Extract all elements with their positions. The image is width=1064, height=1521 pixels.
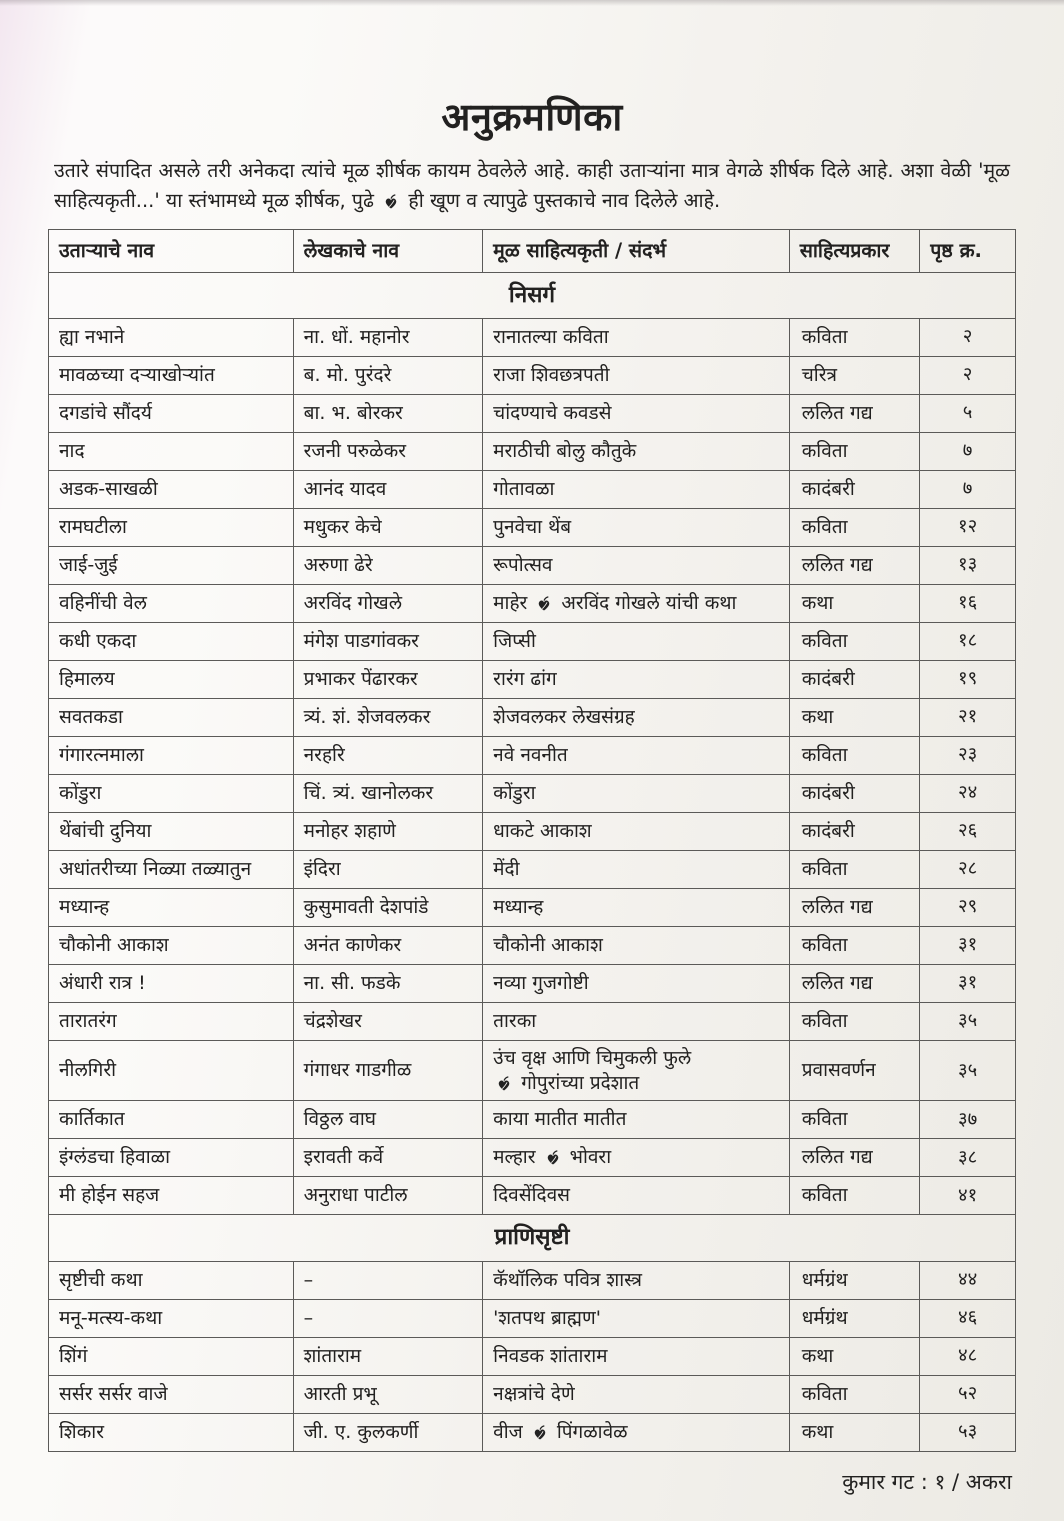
source-cell: कोंडुरा (483, 774, 790, 812)
source-cell: शेजवलकर लेखसंग्रह (483, 698, 790, 736)
excerpt-name-cell: सर्सर सर्सर वाजे (49, 1375, 294, 1413)
source-cell: दिवसेंदिवस (483, 1177, 790, 1215)
table-row (49, 356, 1016, 394)
author-name-cell: ना. सी. फडके (293, 964, 483, 1002)
section-title: निसर्ग (49, 272, 1016, 318)
source-cell: नवे नवनीत (483, 736, 790, 774)
source-cell: चांदण्याचे कवडसे (483, 394, 790, 432)
author-name-cell: त्र्यं. शं. शेजवलकर (293, 698, 483, 736)
page-number-cell: २६ (920, 812, 1016, 850)
section-row (49, 272, 1016, 318)
author-name-cell: इरावती कर्वे (293, 1139, 483, 1177)
author-name-cell: रजनी परुळेकर (293, 432, 483, 470)
table-row (49, 774, 1016, 812)
source-cell: कॅथॉलिक पवित्र शास्त्र (483, 1261, 790, 1299)
table-row (49, 888, 1016, 926)
genre-cell: कविता (789, 1177, 920, 1215)
author-name-cell: मधुकर केचे (293, 508, 483, 546)
page-number-cell: २ (920, 318, 1016, 356)
genre-cell: ललित गद्य (789, 546, 920, 584)
source-cell: पुनवेचा थेंब (483, 508, 790, 546)
table-header-row (49, 230, 1016, 272)
table-row (49, 1299, 1016, 1337)
page-number-cell: ४८ (920, 1337, 1016, 1375)
page-number-cell: ३७ (920, 1101, 1016, 1139)
excerpt-name-cell: रामघटीला (49, 508, 294, 546)
page-number-cell: ४१ (920, 1177, 1016, 1215)
page-number-cell: २३ (920, 736, 1016, 774)
genre-cell: कथा (789, 1337, 920, 1375)
table-row (49, 1413, 1016, 1451)
source-cell: मध्यान्ह (483, 888, 790, 926)
genre-cell: ललित गद्य (789, 964, 920, 1002)
excerpt-name-cell: मावळच्या दऱ्याखोऱ्यांत (49, 356, 294, 394)
page-number-cell: १८ (920, 622, 1016, 660)
page-number-cell: १९ (920, 660, 1016, 698)
source-cell: मराठीची बोलु कौतुके (483, 432, 790, 470)
excerpt-name-cell: इंग्लंडचा हिवाळा (49, 1139, 294, 1177)
genre-cell: कविता (789, 850, 920, 888)
page-number-cell: ३१ (920, 926, 1016, 964)
page-number-cell: २८ (920, 850, 1016, 888)
excerpt-name-cell: सवतकडा (49, 698, 294, 736)
page-number-cell: ३८ (920, 1139, 1016, 1177)
table-row (49, 698, 1016, 736)
table-row (49, 508, 1016, 546)
excerpt-name-cell: मी होईन सहज (49, 1177, 294, 1215)
author-name-cell: मंगेश पाडगांवकर (293, 622, 483, 660)
genre-cell: कविता (789, 736, 920, 774)
table-row (49, 1337, 1016, 1375)
genre-cell: कादंबरी (789, 774, 920, 812)
column-header-genre: साहित्यप्रकार (789, 230, 920, 272)
author-name-cell: – (293, 1261, 483, 1299)
page-number-cell: ५ (920, 394, 1016, 432)
column-header-page: पृष्ठ क्र. (920, 230, 1016, 272)
author-name-cell: अनंत काणेकर (293, 926, 483, 964)
page-number-cell: २ (920, 356, 1016, 394)
excerpt-name-cell: दगडांचे सौंदर्य (49, 394, 294, 432)
excerpt-name-cell: कधी एकदा (49, 622, 294, 660)
page-number-cell: ५३ (920, 1413, 1016, 1451)
source-cell: काया मातीत मातीत (483, 1101, 790, 1139)
source-cell: गोतावळा (483, 470, 790, 508)
genre-cell: कविता (789, 432, 920, 470)
column-header-excerpt: उताऱ्याचे नाव (49, 230, 294, 272)
toc-table-body (49, 272, 1016, 1451)
floral-heart-icon (383, 194, 399, 210)
page-number-cell: २४ (920, 774, 1016, 812)
excerpt-name-cell: तारातरंग (49, 1002, 294, 1040)
table-row (49, 964, 1016, 1002)
author-name-cell: नरहरि (293, 736, 483, 774)
genre-cell: ललित गद्य (789, 394, 920, 432)
author-name-cell: ब. मो. पुरंदरे (293, 356, 483, 394)
source-cell: उंच वृक्ष आणि चिमुकली फुले गोपुरांच्या प्रदेशात (483, 1040, 790, 1100)
source-cell: 'शतपथ ब्राह्मण' (483, 1299, 790, 1337)
genre-cell: कविता (789, 926, 920, 964)
page-number-cell: ५२ (920, 1375, 1016, 1413)
page-number-cell: ३५ (920, 1040, 1016, 1100)
table-row (49, 1375, 1016, 1413)
excerpt-name-cell: अधांतरीच्या निळ्या तळ्यातुन (49, 850, 294, 888)
author-name-cell: प्रभाकर पेंढारकर (293, 660, 483, 698)
excerpt-name-cell: नाद (49, 432, 294, 470)
genre-cell: ललित गद्य (789, 1139, 920, 1177)
page-number-cell: ३१ (920, 964, 1016, 1002)
table-row (49, 850, 1016, 888)
author-name-cell: आरती प्रभू (293, 1375, 483, 1413)
author-name-cell: अरविंद गोखले (293, 584, 483, 622)
table-row (49, 736, 1016, 774)
author-name-cell: अनुराधा पाटील (293, 1177, 483, 1215)
excerpt-name-cell: मनू-मत्स्य-कथा (49, 1299, 294, 1337)
page-number-cell: २९ (920, 888, 1016, 926)
page-title: अनुक्रमणिका (441, 95, 623, 139)
source-cell: माहेर अरविंद गोखले यांची कथा (483, 584, 790, 622)
table-row (49, 1002, 1016, 1040)
excerpt-name-cell: नीलगिरी (49, 1040, 294, 1100)
table-row (49, 470, 1016, 508)
source-cell: नक्षत्रांचे देणे (483, 1375, 790, 1413)
genre-cell: कविता (789, 318, 920, 356)
floral-heart-icon (532, 1425, 548, 1441)
excerpt-name-cell: शिकार (49, 1413, 294, 1451)
author-name-cell: आनंद यादव (293, 470, 483, 508)
source-cell: रारंग ढांग (483, 660, 790, 698)
excerpt-name-cell: कोंडुरा (49, 774, 294, 812)
table-row (49, 584, 1016, 622)
author-name-cell: – (293, 1299, 483, 1337)
author-name-cell: चिं. त्र्यं. खानोलकर (293, 774, 483, 812)
excerpt-name-cell: अंधारी रात्र ! (49, 964, 294, 1002)
intro-paragraph: उतारे संपादित असले तरी अनेकदा त्यांचे मूळ शीर्षक कायम ठेवलेले आहे. काही उताऱ्यांना मात्र वेगळे शीर्षक दिले आहे. अशा वेळी 'मूळ साहित्यकृती...' या स्तंभामध्ये मूळ शीर्षक, पुढे ही खूण व त्यापुढे पुस्तकाचे नाव दिलेले आहे. (54, 158, 1010, 213)
source-cell: जिप्सी (483, 622, 790, 660)
table-row (49, 812, 1016, 850)
genre-cell: कविता (789, 1101, 920, 1139)
source-cell: रूपोत्सव (483, 546, 790, 584)
floral-heart-icon (545, 1150, 561, 1166)
excerpt-name-cell: सृष्टीची कथा (49, 1261, 294, 1299)
page-number-cell: १२ (920, 508, 1016, 546)
genre-cell: चरित्र (789, 356, 920, 394)
author-name-cell: गंगाधर गाडगीळ (293, 1040, 483, 1100)
toc-table (48, 229, 1016, 1451)
source-cell: रानातल्या कविता (483, 318, 790, 356)
excerpt-name-cell: गंगारत्नमाला (49, 736, 294, 774)
source-cell: वीज पिंगळावेळ (483, 1413, 790, 1451)
floral-heart-icon (496, 1076, 512, 1092)
genre-cell: कथा (789, 584, 920, 622)
excerpt-name-cell: वहिनींची वेल (49, 584, 294, 622)
genre-cell: कादंबरी (789, 660, 920, 698)
excerpt-name-cell: मध्यान्ह (49, 888, 294, 926)
table-row (49, 660, 1016, 698)
table-row (49, 394, 1016, 432)
section-row (49, 1215, 1016, 1261)
column-header-source: मूळ साहित्यकृती / संदर्भ (483, 230, 790, 272)
source-cell: मल्हार भोवरा (483, 1139, 790, 1177)
excerpt-name-cell: हिमालय (49, 660, 294, 698)
table-row (49, 432, 1016, 470)
page-number-cell: ७ (920, 470, 1016, 508)
author-name-cell: बा. भ. बोरकर (293, 394, 483, 432)
author-name-cell: मनोहर शहाणे (293, 812, 483, 850)
genre-cell: कादंबरी (789, 812, 920, 850)
source-cell: तारका (483, 1002, 790, 1040)
author-name-cell: अरुणा ढेरे (293, 546, 483, 584)
source-cell: मेंदी (483, 850, 790, 888)
excerpt-name-cell: शिंगं (49, 1337, 294, 1375)
floral-heart-icon (536, 596, 552, 612)
excerpt-name-cell: थेंबांची दुनिया (49, 812, 294, 850)
excerpt-name-cell: जाई-जुई (49, 546, 294, 584)
genre-cell: प्रवासवर्णन (789, 1040, 920, 1100)
source-cell: निवडक शांताराम (483, 1337, 790, 1375)
source-cell: नव्या गुजगोष्टी (483, 964, 790, 1002)
genre-cell: कथा (789, 1413, 920, 1451)
table-row (49, 926, 1016, 964)
genre-cell: धर्मग्रंथ (789, 1299, 920, 1337)
author-name-cell: जी. ए. कुलकर्णी (293, 1413, 483, 1451)
author-name-cell: चंद्रशेखर (293, 1002, 483, 1040)
page-number-cell: १६ (920, 584, 1016, 622)
source-cell: राजा शिवछत्रपती (483, 356, 790, 394)
table-row (49, 1261, 1016, 1299)
page-number-cell: ३५ (920, 1002, 1016, 1040)
page-number-cell: २१ (920, 698, 1016, 736)
page-number-cell: ४६ (920, 1299, 1016, 1337)
page-number-cell: ४४ (920, 1261, 1016, 1299)
genre-cell: कविता (789, 508, 920, 546)
table-row (49, 1040, 1016, 1100)
page-number-cell: ७ (920, 432, 1016, 470)
page-footer: कुमार गट : १ / अकरा (842, 1469, 1012, 1494)
source-cell: धाकटे आकाश (483, 812, 790, 850)
genre-cell: ललित गद्य (789, 888, 920, 926)
author-name-cell: शांताराम (293, 1337, 483, 1375)
author-name-cell: कुसुमावती देशपांडे (293, 888, 483, 926)
excerpt-name-cell: अडक-साखळी (49, 470, 294, 508)
author-name-cell: ना. धों. महानोर (293, 318, 483, 356)
table-row (49, 318, 1016, 356)
genre-cell: कविता (789, 622, 920, 660)
author-name-cell: विठ्ठल वाघ (293, 1101, 483, 1139)
table-row (49, 1101, 1016, 1139)
excerpt-name-cell: ह्या नभाने (49, 318, 294, 356)
page-number-cell: १३ (920, 546, 1016, 584)
genre-cell: धर्मग्रंथ (789, 1261, 920, 1299)
excerpt-name-cell: कार्तिकात (49, 1101, 294, 1139)
genre-cell: कविता (789, 1002, 920, 1040)
table-row (49, 546, 1016, 584)
column-header-author: लेखकाचे नाव (293, 230, 483, 272)
table-row (49, 1177, 1016, 1215)
genre-cell: कथा (789, 698, 920, 736)
author-name-cell: इंदिरा (293, 850, 483, 888)
excerpt-name-cell: चौकोनी आकाश (49, 926, 294, 964)
table-row (49, 622, 1016, 660)
table-row (49, 1139, 1016, 1177)
source-cell: चौकोनी आकाश (483, 926, 790, 964)
section-title: प्राणिसृष्टी (49, 1215, 1016, 1261)
genre-cell: कादंबरी (789, 470, 920, 508)
genre-cell: कविता (789, 1375, 920, 1413)
